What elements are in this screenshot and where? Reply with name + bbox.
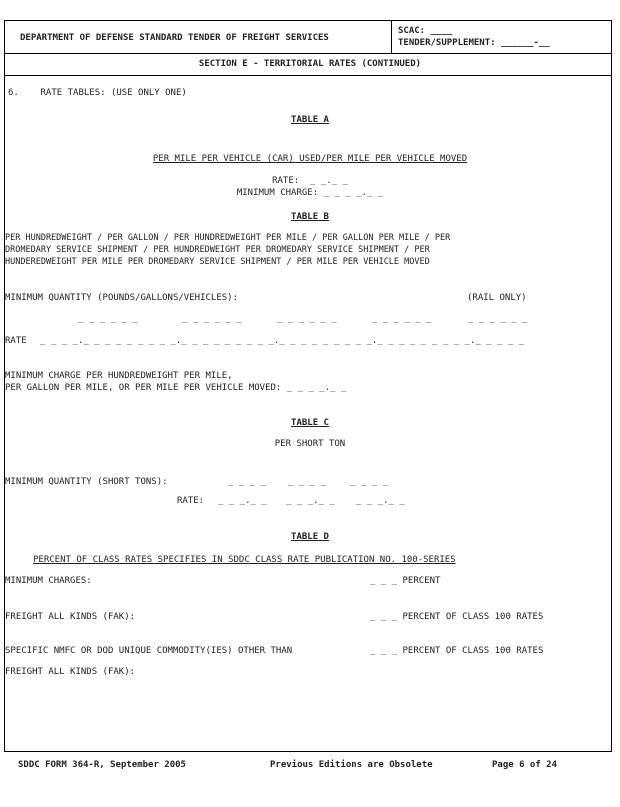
table-c-min-qty-label: MINIMUM QUANTITY (SHORT TONS): <box>5 477 168 487</box>
table-b-rail-only: (RAIL ONLY) <box>467 293 527 303</box>
table-b-rate-blank: _ _ _ _._ _ _ _ _ <box>432 336 525 346</box>
table-c-qty-blank: _ _ _ _ <box>288 477 326 487</box>
table-c-subtitle: PER SHORT TON <box>274 439 346 449</box>
footer-form-number: SDDC FORM 364-R, September 2005 <box>18 760 186 770</box>
table-c-title: TABLE C <box>291 418 329 428</box>
tender-supplement-field: TENDER/SUPPLEMENT: ______-__ <box>398 38 550 48</box>
table-d-specific-value: _ _ _ PERCENT OF CLASS 100 RATES <box>370 646 544 656</box>
table-a-min-charge: MINIMUM CHARGE: _ _ _ _._ _ <box>236 188 384 198</box>
table-d-title: TABLE D <box>291 532 329 542</box>
table-b-desc-line3: HUNDEREDWEIGHT PER MILE PER DROMEDARY SERVICE SHIPMENT / PER MILE PER VEHICLE MOVED <box>5 257 430 267</box>
table-a-title: TABLE A <box>291 115 329 125</box>
table-a-subtitle: PER MILE PER VEHICLE (CAR) USED/PER MILE PER VEHICLE MOVED <box>152 154 468 164</box>
table-d-min-charges-label: MINIMUM CHARGES: <box>5 576 92 586</box>
table-b-rate-label: RATE <box>5 336 27 346</box>
table-b-rate-blank: _ _ _ _._ _ _ _ _ <box>236 336 329 346</box>
table-b-qty-blank: _ _ _ _ _ _ <box>372 314 432 324</box>
table-d-specific-label: SPECIFIC NMFC OR DOD UNIQUE COMMODITY(IES) OTHER THAN <box>5 646 293 656</box>
table-c-rate-blank: _ _ _._ _ <box>218 496 267 506</box>
table-b-qty-blank: _ _ _ _ _ _ <box>468 314 528 324</box>
table-b-qty-blank: _ _ _ _ _ _ <box>277 314 337 324</box>
table-d-subtitle: PERCENT OF CLASS RATES SPECIFIES IN SDDC CLASS RATE PUBLICATION NO. 100-SERIES <box>33 555 456 565</box>
table-b-rate-blank: _ _ _ _._ _ _ _ _ <box>138 336 231 346</box>
table-c-rate-label: RATE: <box>177 496 205 506</box>
footer-obsolete-note: Previous Editions are Obsolete <box>270 760 433 770</box>
item-6-label: 6. RATE TABLES: (USE ONLY ONE) <box>8 88 187 98</box>
footer-page-number: Page 6 of 24 <box>492 760 558 770</box>
table-d-fak-label: FREIGHT ALL KINDS (FAK): <box>5 612 136 622</box>
scac-field: SCAC: ____ <box>398 26 453 36</box>
table-c-qty-blank: _ _ _ _ <box>350 477 388 487</box>
table-b-desc-line2: DROMEDARY SERVICE SHIPMENT / PER HUNDREDWEIGHT PER DROMEDARY SERVICE SHIPMENT / PER <box>5 245 430 255</box>
table-a-rate: RATE: _ _._ _ <box>272 176 348 186</box>
table-b-rate-blank: _ _ _ _._ _ _ _ _ <box>40 336 133 346</box>
table-d-fak-value: _ _ _ PERCENT OF CLASS 100 RATES <box>370 612 544 622</box>
table-b-min-qty-label: MINIMUM QUANTITY (POUNDS/GALLONS/VEHICLES): <box>5 293 238 303</box>
table-b-title: TABLE B <box>291 212 329 222</box>
table-c-qty-blank: _ _ _ _ <box>228 477 266 487</box>
header-divider <box>391 20 392 54</box>
table-b-qty-blank: _ _ _ _ _ _ <box>182 314 242 324</box>
table-b-desc-line1: PER HUNDREDWEIGHT / PER GALLON / PER HUNDREDWEIGHT PER MILE / PER GALLON PER MILE / PER <box>5 233 451 243</box>
table-b-min-charge-line1: MINIMUM CHARGE PER HUNDREDWEIGHT PER MILE, <box>5 371 233 381</box>
section-title: SECTION E - TERRITORIAL RATES (CONTINUED) <box>198 59 422 69</box>
table-b-rate-blank: _ _ _ _._ _ _ _ _ <box>334 336 427 346</box>
table-b-qty-blank: _ _ _ _ _ _ <box>78 314 138 324</box>
table-b-min-charge-line2: PER GALLON PER MILE, OR PER MILE PER VEHICLE MOVED: _ _ _ _._ _ <box>5 383 347 393</box>
table-d-specific-label-2: FREIGHT ALL KINDS (FAK): <box>5 667 136 677</box>
table-c-rate-blank: _ _ _._ _ <box>356 496 405 506</box>
form-title: DEPARTMENT OF DEFENSE STANDARD TENDER OF FREIGHT SERVICES <box>20 33 329 43</box>
table-c-rate-blank: _ _ _._ _ <box>286 496 335 506</box>
table-d-min-charges-value: _ _ _ PERCENT <box>370 576 441 586</box>
